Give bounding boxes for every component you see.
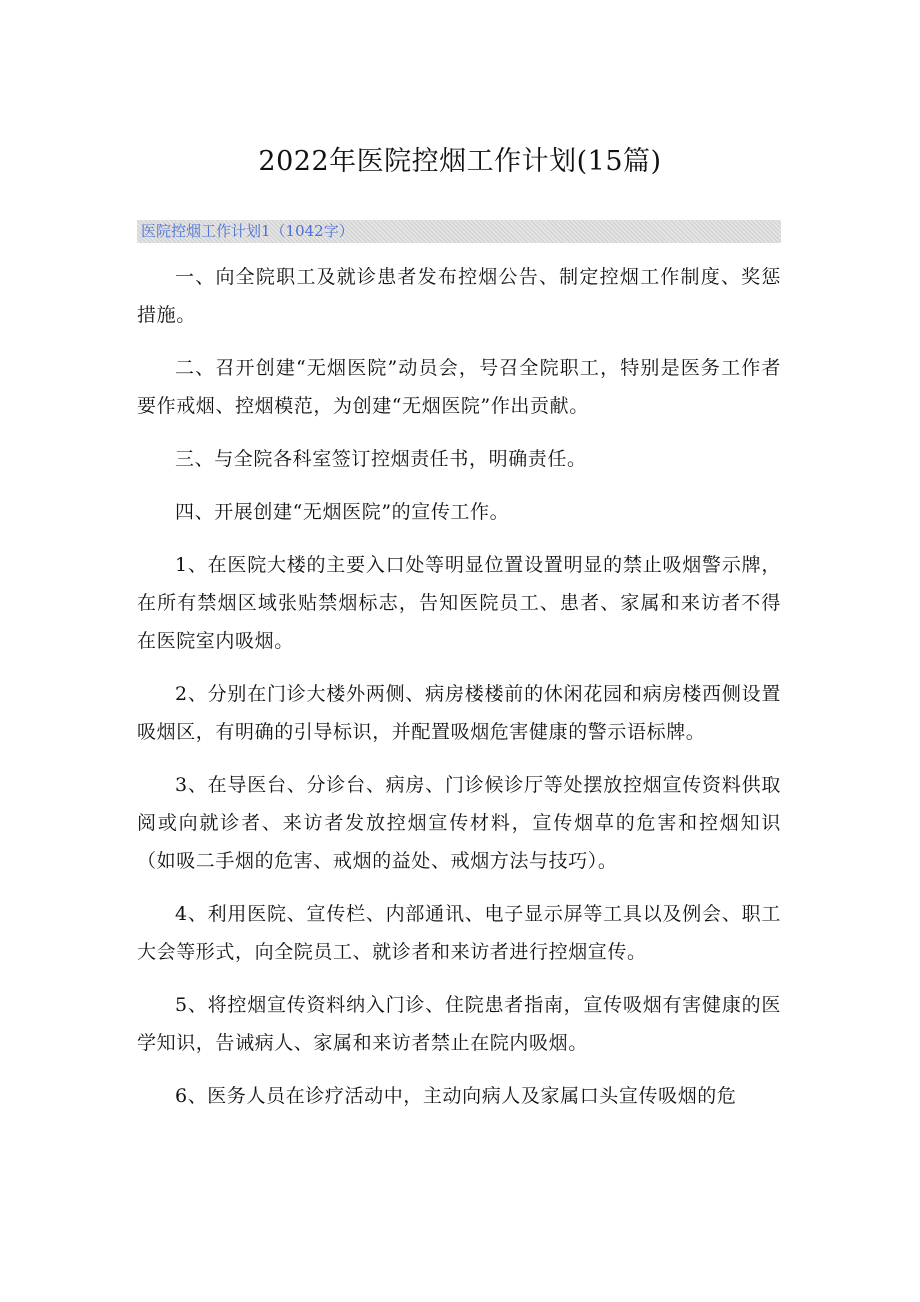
paragraph: 2、分别在门诊大楼外两侧、病房楼楼前的休闲花园和病房楼西侧设置吸烟区，有明确的引导标识，并配置吸烟危害健康的警示语标牌。 <box>137 683 781 743</box>
paragraph: 5、将控烟宣传资料纳入门诊、住院患者指南，宣传吸烟有害健康的医学知识，告诫病人、家属和来访者禁止在院内吸烟。 <box>137 994 781 1054</box>
paragraph: 三、与全院各科室签订控烟责任书，明确责任。 <box>175 448 587 470</box>
section-heading: 医院控烟工作计划1（1042字） <box>137 220 781 243</box>
paragraph: 3、在导医台、分诊台、病房、门诊候诊厅等处摆放控烟宣传资料供取阅或向就诊者、来访者发放控烟宣传材料，宣传烟草的危害和控烟知识（如吸二手烟的危害、戒烟的益处、戒烟方法与技巧）。 <box>137 774 781 872</box>
paragraph: 四、开展创建“无烟医院”的宣传工作。 <box>175 501 510 523</box>
paragraph: 二、召开创建“无烟医院”动员会，号召全院职工，特别是医务工作者要作戒烟、控烟模范，为创建“无烟医院”作出贡献。 <box>137 357 781 417</box>
paragraph: 6、医务人员在诊疗活动中，主动向病人及家属口头宣传吸烟的危 <box>175 1085 737 1107</box>
paragraph: 一、向全院职工及就诊患者发布控烟公告、制定控烟工作制度、奖惩措施。 <box>137 266 781 326</box>
document-body <box>137 258 781 1130</box>
paragraph: 1、在医院大楼的主要入口处等明显位置设置明显的禁止吸烟警示牌，在所有禁烟区域张贴禁烟标志，告知医院员工、患者、家属和来访者不得在医院室内吸烟。 <box>137 554 781 652</box>
document-title: 2022年医院控烟工作计划(15篇) <box>258 146 662 177</box>
paragraph: 4、利用医院、宣传栏、内部通讯、电子显示屏等工具以及例会、职工大会等形式，向全院员工、就诊者和来访者进行控烟宣传。 <box>137 903 781 963</box>
